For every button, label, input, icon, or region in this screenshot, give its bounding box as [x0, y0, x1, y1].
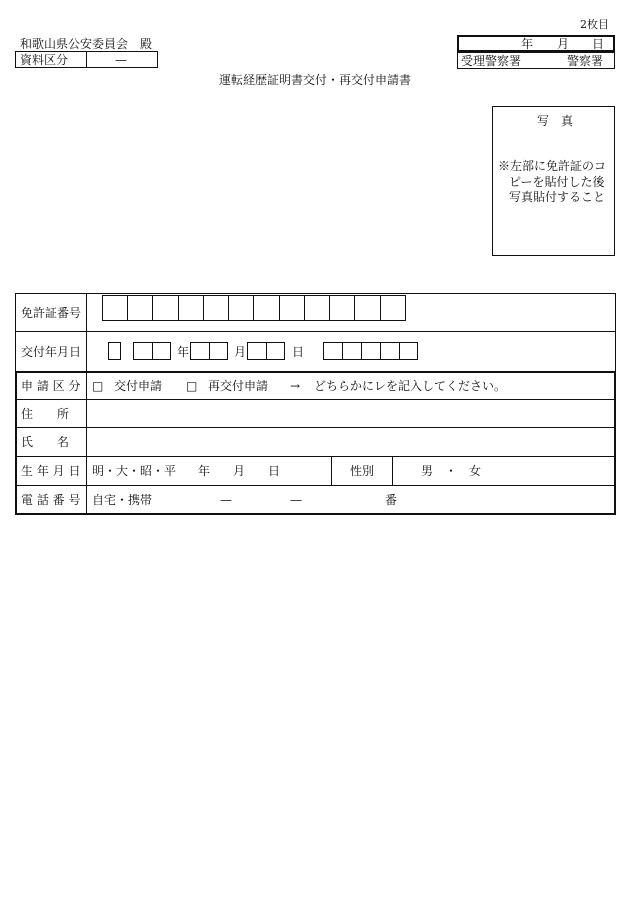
- digit-divider: [342, 342, 343, 360]
- page-count: 2枚目: [580, 18, 609, 31]
- sex-label-divider: [392, 456, 393, 485]
- row-divider: [15, 485, 616, 486]
- issue-day-label: 日: [292, 345, 305, 359]
- photo-note-line3: 写真貼付すること: [509, 190, 606, 204]
- sex-label: 性別: [350, 464, 375, 478]
- birth-month-label: 月: [233, 464, 246, 478]
- digit-divider: [354, 295, 355, 321]
- receipt-day: 日: [592, 37, 605, 51]
- applicant-label-divider: [86, 371, 87, 515]
- photo-note-line2: ピーを貼付した後: [509, 175, 605, 189]
- license-number-label: 免許証番号: [21, 306, 82, 320]
- license-number-frame[interactable]: [102, 295, 406, 321]
- reissue-checkbox[interactable]: □: [186, 379, 198, 393]
- digit-divider: [279, 295, 280, 321]
- license-label-divider: [86, 293, 87, 373]
- digit-divider: [228, 295, 229, 321]
- photo-note-line1: ※左部に免許証のコ: [498, 159, 607, 173]
- birth-date-label: 生 年 月 日: [21, 464, 81, 478]
- digit-divider: [329, 295, 330, 321]
- application-type-label: 申 請 区 分: [21, 379, 81, 393]
- addressee: 和歌山県公安委員会 殿: [20, 37, 153, 51]
- instruction-text: どちらかにレを記入してください。: [314, 379, 507, 393]
- row-divider: [15, 456, 616, 457]
- issue-date-label: 交付年月日: [21, 345, 82, 359]
- issue-option-label: 交付申請: [114, 379, 163, 393]
- digit-divider: [152, 342, 153, 360]
- name-label: 氏 名: [21, 435, 70, 449]
- digit-divider: [304, 295, 305, 321]
- phone-dash-2: —: [290, 493, 302, 507]
- era-options[interactable]: 明・大・昭・平: [92, 464, 177, 478]
- digit-divider: [152, 295, 153, 321]
- reissue-option-label: 再交付申請: [208, 379, 269, 393]
- birth-sex-divider: [331, 456, 332, 485]
- issue-checkbox[interactable]: □: [92, 379, 104, 393]
- digit-divider: [380, 295, 381, 321]
- form-title: 運転経歴証明書交付・再交付申請書: [219, 73, 412, 87]
- digit-divider: [178, 295, 179, 321]
- receipt-month: 月: [557, 37, 570, 51]
- digit-divider: [253, 295, 254, 321]
- photo-label: 写 真: [537, 114, 574, 128]
- name-field[interactable]: [88, 428, 614, 455]
- address-field[interactable]: [88, 400, 614, 426]
- receipt-year: 年: [521, 37, 534, 51]
- birth-day-label: 日: [268, 464, 281, 478]
- issue-month-label: 月: [234, 345, 247, 359]
- birth-year-label: 年: [198, 464, 211, 478]
- digit-divider: [361, 342, 362, 360]
- arrow-icon: →: [290, 379, 301, 393]
- era-box[interactable]: [108, 342, 121, 360]
- phone-suffix: 番: [385, 493, 398, 507]
- material-divider: [86, 51, 87, 68]
- digit-divider: [127, 295, 128, 321]
- digit-divider: [380, 342, 381, 360]
- material-value: —: [115, 53, 127, 67]
- address-label: 住 所: [21, 407, 70, 421]
- digit-divider: [209, 342, 210, 360]
- receiving-station-label: 受理警察署: [461, 54, 522, 68]
- digit-divider: [399, 342, 400, 360]
- phone-label: 電 話 番 号: [21, 493, 81, 507]
- material-label: 資料区分: [20, 53, 69, 67]
- phone-dash-1: —: [220, 493, 232, 507]
- digit-divider: [266, 342, 267, 360]
- license-row-divider: [15, 331, 616, 332]
- issue-year-label: 年: [177, 345, 190, 359]
- station-suffix: 警察署: [567, 54, 604, 68]
- digit-divider: [203, 295, 204, 321]
- sex-options[interactable]: 男 ・ 女: [421, 464, 482, 478]
- serial-box[interactable]: [323, 342, 418, 360]
- phone-type[interactable]: 自宅・携帯: [92, 493, 153, 507]
